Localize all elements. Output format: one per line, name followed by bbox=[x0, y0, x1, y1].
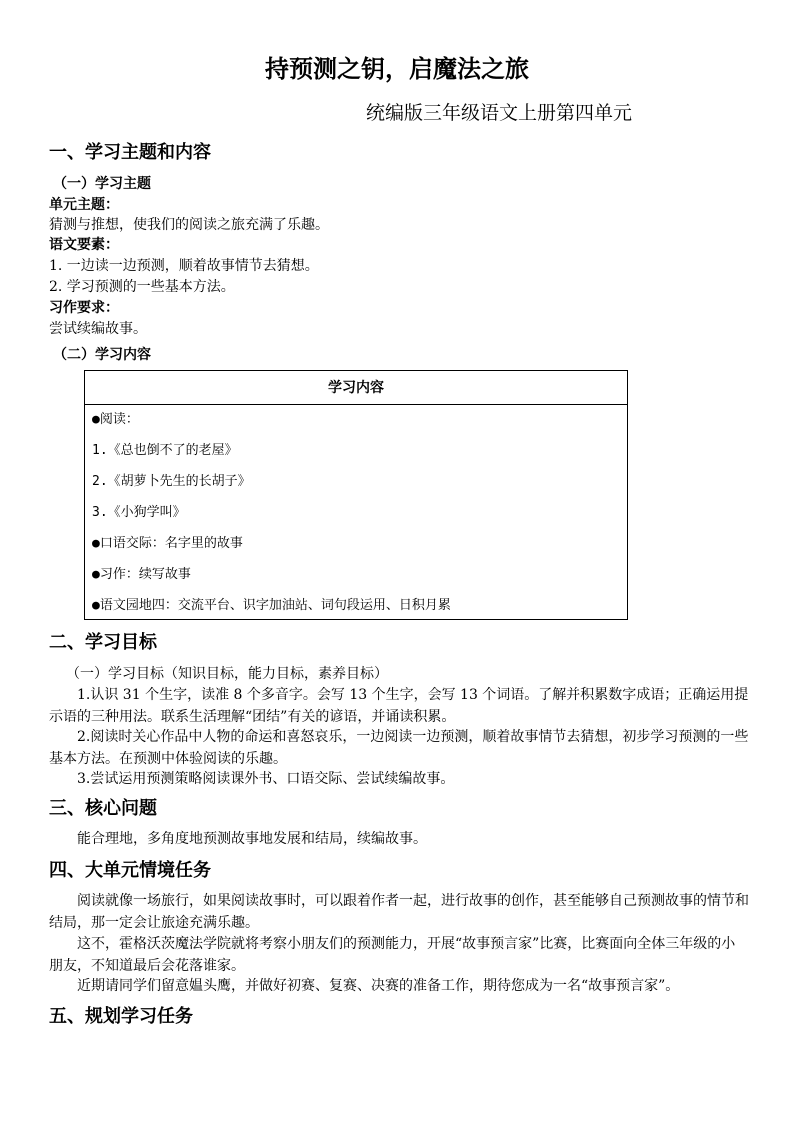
table-row: 3.《小狗学叫》 bbox=[92, 505, 186, 520]
scenario-paragraph-3: 近期请同学们留意媪头鹰，并做好初赛、复赛、决赛的准备工作，期待您成为一名“故事预言家”。 bbox=[77, 978, 680, 994]
elements-label: 语文要素： bbox=[49, 237, 119, 253]
section-heading-1: 一、学习主题和内容 bbox=[49, 142, 211, 163]
section-heading-4: 四、大单元情境任务 bbox=[49, 860, 211, 881]
table-row: ●口语交际：名字里的故事 bbox=[92, 536, 243, 551]
writing-label: 习作要求： bbox=[49, 300, 119, 316]
scenario-paragraph-2: 这不，霍格沃茨魔法学院就将考察小朋友们的预测能力，开展“故事预言家”比赛，比赛面向全体三年级的小朋友，不知道最后会花落谁家。 bbox=[49, 936, 736, 974]
table-row: ●习作：续写故事 bbox=[92, 567, 191, 582]
subheading-theme: （一）学习主题 bbox=[53, 176, 151, 192]
core-question-text: 能合理地，多角度地预测故事地发展和结局，续编故事。 bbox=[77, 831, 427, 847]
section-heading-2: 二、学习目标 bbox=[49, 632, 157, 653]
element-item-1: 1. 一边读一边预测，顺着故事情节去猜想。 bbox=[49, 258, 319, 274]
document-subtitle: 统编版三年级语文上册第四单元 bbox=[366, 102, 633, 124]
unit-theme-label: 单元主题： bbox=[49, 197, 119, 213]
goal-item-2: 2.阅读时关心作品中人物的命运和喜怒哀乐，一边阅读一边预测，顺着故事情节去猜想，初步学习预测的一些基本方法。在预测中体验阅读的乐趣。 bbox=[49, 729, 749, 767]
document-title: 持预测之钥，启魔法之旅 bbox=[265, 55, 529, 83]
table-row: 2.《胡萝卜先生的长胡子》 bbox=[92, 474, 251, 489]
table-header: 学习内容 bbox=[85, 371, 627, 405]
unit-theme-text: 猜测与推想，使我们的阅读之旅充满了乐趣。 bbox=[49, 217, 329, 233]
scenario-paragraph-1: 阅读就像一场旅行，如果阅读故事时，可以跟着作者一起，进行故事的创作，甚至能够自己预测故事的情节和结局，那一定会让旅途充满乐趣。 bbox=[49, 893, 749, 931]
subheading-content: （二）学习内容 bbox=[53, 347, 151, 363]
goal-item-1: 1.认识 31 个生字，读准 8 个多音字。会写 13 个生字，会写 13 个词语。了解并积累数字成语；正确运用提示语的三种用法。联系生活理解“团结”有关的谚语，并诵读积累。 bbox=[49, 687, 749, 725]
element-item-2: 2. 学习预测的一些基本方法。 bbox=[49, 279, 235, 295]
goal-item-3: 3.尝试运用预测策略阅读课外书、口语交际、尝试续编故事。 bbox=[77, 771, 455, 787]
table-row: ●语文园地四：交流平台、识字加油站、词句段运用、日积月累 bbox=[92, 598, 451, 613]
section-heading-3: 三、核心问题 bbox=[49, 798, 157, 819]
section-heading-5: 五、规划学习任务 bbox=[49, 1006, 193, 1027]
table-row: ●阅读： bbox=[92, 412, 139, 427]
learning-content-table bbox=[84, 370, 628, 620]
writing-text: 尝试续编故事。 bbox=[49, 321, 147, 337]
subheading-goals: （一）学习目标（知识目标，能力目标，素养目标） bbox=[66, 666, 388, 682]
table-row: 1.《总也倒不了的老屋》 bbox=[92, 443, 238, 458]
